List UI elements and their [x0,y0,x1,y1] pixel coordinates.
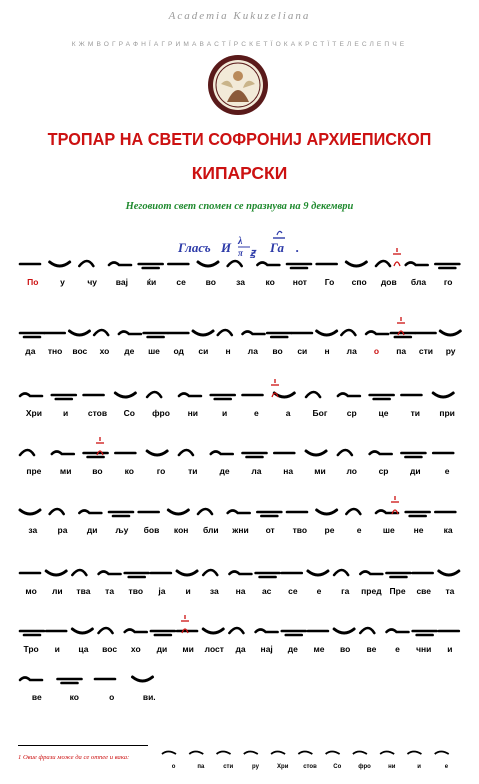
neume-glyph [267,333,291,337]
neume-glyph [271,752,285,755]
syllable: ру [251,764,259,770]
neume-glyph [20,678,42,681]
martyria-icon [93,435,107,457]
syllable: стов [87,408,108,418]
syllable: бла [410,277,427,287]
neume-glyph [193,331,213,335]
neume-glyph [406,263,428,266]
neume-glyph [133,677,153,681]
syllable: Со [123,408,135,418]
syllable: ла [251,466,262,476]
syllable: Со [333,764,342,770]
syllable: за [209,586,219,596]
syllable: ше [382,525,395,535]
syllable: во [340,644,351,654]
syllable: н [324,346,330,356]
syllable-row [18,277,463,291]
syllable: дов [380,277,397,287]
syllable: се [176,277,186,287]
neume-glyph [109,263,131,266]
syllable: се [288,586,298,596]
neume-glyph [20,631,44,635]
syllable: во [205,277,216,287]
syllable: и [447,644,453,654]
syllable: ни [388,764,396,770]
syllable-row [18,346,463,360]
neume-glyph [147,392,161,397]
angel-seal-icon [207,54,269,116]
syllable-row [18,644,463,658]
syllable: на [283,466,294,476]
neume-glyph [179,394,201,397]
neume-glyph [376,261,390,266]
syllable: та [105,586,115,596]
neume-glyph [211,452,233,455]
neume-glyph [94,330,108,335]
syllable: тво [128,586,144,596]
neume-glyph [346,509,360,514]
neume-glyph [435,752,449,755]
syllable: го [443,277,453,287]
neume-glyph [147,451,167,455]
neume-glyph [228,511,250,514]
syllable: вај [115,277,128,287]
tone-label: Гласъ [178,240,211,255]
syllable: ми [59,466,72,476]
neume-glyph [50,262,70,266]
tone-numeral: И [221,240,232,255]
syllable: вос [72,346,88,356]
syllable: све [416,586,432,596]
martyria-icon [268,377,282,399]
syllable: во [92,466,103,476]
neume-glyph [20,510,40,514]
syllable: мe [313,644,325,654]
syllable: бов [143,525,160,535]
neume-row [18,617,463,643]
neume-glyph [287,264,311,268]
syllable: ве [31,692,42,702]
neume-glyph [217,752,231,755]
neume-glyph [229,572,251,575]
svg-text:λ: λ [238,236,243,247]
syllable: е [444,764,449,770]
neume-glyph [360,572,382,575]
syllable: хо [130,644,141,654]
hymn-title-line2: КИПАРСКИ [191,163,288,183]
neume-glyph [203,629,223,633]
neume-row [18,665,463,691]
neume-glyph [162,752,176,755]
syllable: за [236,277,245,287]
neume-glyph [256,573,280,577]
syllable: и [54,644,60,654]
neume-glyph [189,752,203,755]
syllable: Хри [277,764,289,770]
academy-motto: КЖМВОГРАФНЇАГРИМАВАСТЇРСКЕТЇОКАКРСТЇТЕЛЕСЛЕПЧЕ [71,41,408,48]
syllable: фро [152,408,170,418]
syllable: Го [324,277,335,287]
neume-glyph [229,628,243,633]
neume-glyph [439,571,459,575]
syllable: сти [418,346,433,356]
syllable: па [197,764,205,770]
martyria-icon [390,246,404,268]
neume-glyph [407,752,421,755]
syllable: фро [358,764,371,770]
footnote-rule [18,745,148,746]
syllable: н [225,346,231,356]
neume-glyph [52,452,74,455]
neume-glyph [308,571,328,575]
svg-text:π: π [238,248,243,258]
syllable: и [63,408,69,418]
syllable: хо [99,346,110,356]
neume-glyph [115,393,135,397]
neume-glyph [257,263,279,266]
syllable: По [27,277,39,287]
tone-martyria: Га [270,240,285,255]
neume-glyph [198,509,212,514]
syllable: чу [87,277,97,287]
syllable-row [18,408,463,422]
syllable: о [373,346,380,356]
neume-glyph [179,450,193,455]
syllable-row [18,466,463,480]
footnote-neume-row [160,741,460,763]
martyria-icon [178,613,192,635]
syllable: ца [78,644,89,654]
neume-glyph [282,631,306,635]
syllable: кон [173,525,189,535]
syllable: от [265,525,275,535]
neume-glyph [79,261,93,266]
syllable: ко [69,692,79,702]
neume-glyph [370,395,394,399]
martyria-icon [388,494,402,516]
syllable: Пре [389,586,406,596]
neume-glyph [228,261,242,266]
neume-glyph [99,572,121,575]
syllable-row [18,586,463,600]
neume-glyph [386,630,408,633]
neume-glyph [334,570,348,575]
syllable: и [185,586,191,596]
syllable: ср [378,466,389,476]
syllable: бли [202,525,219,535]
syllable: ди [410,466,421,476]
syllable: во [272,346,283,356]
syllable: га [341,586,350,596]
neume-glyph [341,330,355,335]
syllable: тво [292,525,308,535]
syllable: ви. [142,692,156,702]
syllable: та [445,586,455,596]
syllable: ас [261,586,272,596]
syllable: е [316,586,322,596]
neume-glyph [406,512,430,516]
neume-glyph [20,450,34,455]
syllable: тва [76,586,91,596]
neume-glyph [58,679,82,683]
neume-glyph [257,512,281,516]
syllable: од [173,346,184,356]
syllable: ди [86,525,98,535]
neume-glyph [20,394,42,397]
neume-glyph [353,752,367,755]
syllable: сти [223,764,234,770]
syllable: ко [265,277,275,287]
syllable: нот [292,277,307,287]
syllable: пре [26,466,42,476]
neume-glyph [256,630,278,633]
svg-text:ꙃ: ꙃ [250,247,256,258]
syllable: у [60,277,65,287]
syllable: ди [156,644,168,654]
syllable: ни [187,408,198,418]
neume-glyph [125,630,147,633]
neume-glyph [306,451,326,455]
neume-glyph [435,264,459,268]
neume-glyph [334,629,354,633]
neume-glyph [433,393,453,397]
neume-glyph [218,330,232,335]
neume-glyph [298,752,312,755]
syllable: ми [314,466,326,476]
martyria-icon [394,315,408,337]
neume-glyph [72,629,92,633]
syllable: при [439,408,455,418]
syllable: а [285,408,291,418]
syllable: ру [445,346,456,356]
syllable: це [378,408,389,418]
syllable: жни [232,525,249,535]
syllable: е [356,525,362,535]
neume-glyph [401,453,425,457]
syllable: не [413,525,424,535]
martyria-mark-icon [270,228,288,240]
neume-glyph [72,570,86,575]
neume-glyph [151,631,175,635]
neume-glyph [366,332,388,335]
syllable: пред [361,586,382,596]
syllable: нај [260,644,273,654]
syllable: е [395,644,400,654]
neume-glyph [168,510,188,514]
neume-glyph [125,573,149,577]
syllable: де [124,346,135,356]
syllable: вос [102,644,118,654]
syllable: да [25,346,36,356]
syllable: ка [443,525,453,535]
syllable-row [18,525,463,539]
syllable: ре [324,525,335,535]
neume-glyph [46,571,66,575]
syllable: си [297,346,308,356]
neume-row [18,559,463,585]
syllable: ло [346,466,357,476]
syllable: лост [204,644,224,654]
neume-glyph [413,631,437,635]
syllable-row [18,692,463,706]
syllable: е [254,408,259,418]
neume-glyph [177,571,197,575]
syllable: ли [51,586,63,596]
syllable: де [219,466,230,476]
neume-row [18,439,463,465]
feast-date: Неговиот свет спомен се празнува на 9 декември [125,201,354,212]
syllable: ше [148,346,160,356]
syllable: ти [410,408,421,418]
neume-glyph [338,394,360,397]
syllable: ср [346,408,357,418]
academy-name: Academia Kukuzeliana [168,10,311,22]
neume-glyph [52,395,76,399]
neume-glyph [109,512,133,516]
syllable: Хри [25,408,42,418]
neume-glyph [386,573,410,577]
syllable: за [28,525,38,535]
syllable: на [235,586,246,596]
neume-glyph [380,752,394,755]
neume-glyph [50,509,64,514]
neume-glyph [243,453,267,457]
syllable: ми [182,644,194,654]
syllable: ќи [146,277,157,287]
neume-glyph [326,752,340,755]
neume-glyph [203,570,217,575]
syllable: си [198,346,209,356]
neume-glyph [317,510,337,514]
hymn-title: ТРОПАР НА СВЕТИ СОФРОНИЈ АРХИЕПИСКОП [47,129,432,149]
syllable: о [171,764,176,770]
neume-glyph [20,333,44,337]
neume-glyph [370,452,392,455]
neume-glyph [198,262,218,266]
syllable: чни [416,644,432,654]
syllable: да [235,644,246,654]
syllable: ла [247,346,258,356]
neume-glyph [144,333,168,337]
syllable: па [396,346,407,356]
syllable: Тро [23,644,39,654]
syllable: Бог [312,408,328,418]
neume-glyph [338,450,352,455]
neume-glyph [243,332,265,335]
syllable: мо [25,586,37,596]
syllable: ве [366,644,377,654]
syllable: љу [115,525,129,535]
neume-glyph [119,332,141,335]
syllable: де [287,644,298,654]
syllable: о [109,692,115,702]
neume-glyph [139,264,163,268]
neume-glyph [360,628,374,633]
syllable: е [444,466,450,476]
syllable: ра [57,525,68,535]
syllable: стов [303,764,317,770]
neume-glyph [317,331,337,335]
neume-glyph [79,511,101,514]
footnote-text: 1 Овие фрази може да се отпее и вака: [18,754,130,761]
neume-glyph [244,752,258,755]
syllable: и [221,408,228,418]
neume-glyph [69,331,89,335]
syllable: ла [346,346,357,356]
neume-glyph [211,395,235,399]
neume-glyph [346,262,366,266]
neume-glyph [306,392,320,397]
footnote-syllable-row [160,764,460,776]
syllable: спо [351,277,367,287]
syllable: ја [158,586,166,596]
syllable: ти [188,466,198,476]
neume-glyph [99,628,113,633]
neume-row [18,381,463,407]
syllable: тно [47,346,63,356]
syllable: го [156,466,166,476]
neume-glyph [440,331,460,335]
syllable: ко [124,466,134,476]
syllable: и [417,764,421,770]
